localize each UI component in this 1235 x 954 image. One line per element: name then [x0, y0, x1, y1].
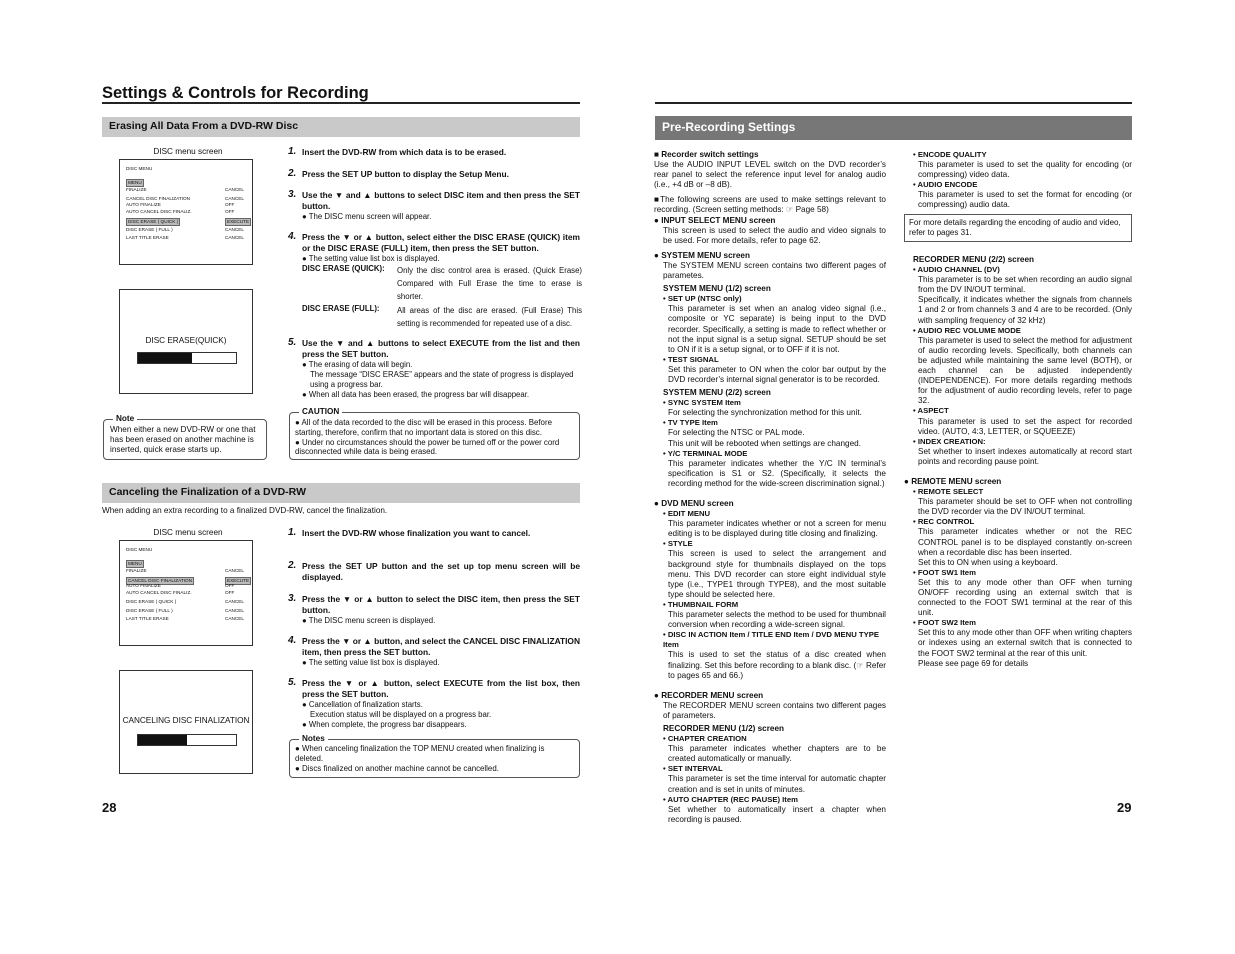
step-subtext: ● When all data has been erased, the progress bar will disappear.: [302, 390, 530, 399]
setting-desc: Set this to any mode other than OFF when turning ON/OFF recording using an external switch that is connected to the FOOT SW1 terminal at the rear of this unit.: [918, 577, 1132, 618]
setting-item: • ENCODE QUALITY: [913, 150, 987, 159]
setting-item: • FOOT SW2 Item: [913, 618, 976, 628]
menu-value[interactable]: CANCEL: [225, 235, 245, 240]
setting-item: • AUDIO ENCODE: [913, 180, 978, 190]
setting-desc: This parameter is to be set when recording an audio signal from the DV IN/OUT terminal.: [918, 275, 1132, 295]
setting-desc: Set this to any mode other than OFF when writing chapters or indexes using an external switch that is connected to the FOOT SW2 terminal at the rear of this unit.: [918, 628, 1132, 658]
step-text: Insert the DVD-RW whose finalization you want to cancel.: [302, 528, 531, 538]
menu-item[interactable]: LAST TITLE ERASE: [126, 235, 169, 240]
notes-text: [295, 744, 574, 773]
step-text: Press the ▼ or ▲ button, select EXECUTE from the list box, then press the SET button.: [302, 678, 580, 699]
note-label: Note: [113, 414, 137, 423]
setting-heading: ● REMOTE MENU screen: [904, 476, 1002, 486]
menu-item[interactable]: AUTO FINALIZE: [126, 202, 161, 207]
menu-item[interactable]: MENU: [128, 561, 142, 566]
definition-full: [302, 304, 582, 330]
setting-item: • STYLE: [663, 539, 693, 549]
setting-heading: ■ Recorder switch settings: [654, 150, 759, 159]
step-text: Press the SET UP button and the set up top menu screen will be displayed.: [302, 561, 580, 582]
progress-fill: [138, 735, 187, 745]
menu-value[interactable]: OFF: [225, 209, 235, 214]
screen-caption: DISC menu screen: [153, 528, 223, 537]
setting-desc: This parameter indicates whether chapters are to be created automatically or manually.: [668, 744, 886, 764]
setting-desc: Please see page 69 for details: [918, 658, 1029, 668]
page-title: Settings & Controls for Recording: [102, 84, 369, 102]
setting-text: Use the AUDIO INPUT LEVEL switch on the DVD recorder’s rear panel to select the reference input level for analog audio (i.e., +4 dB or –8 dB).: [654, 160, 886, 190]
step-number: 4.: [288, 635, 297, 646]
section-heading-prerecording: Pre-Recording Settings: [655, 116, 1132, 140]
setting-desc: This parameter indicates whether the Y/C IN terminal’s specification is S1 or S2. (Specifically, it selects the recording method for the wide-screen discrimination signal.): [668, 458, 886, 488]
step-subtext: ● The DISC menu screen is displayed.: [302, 616, 436, 625]
setting-desc: This unit will be rebooted when settings are changed.: [668, 438, 861, 448]
menu-value[interactable]: CANCEL: [225, 227, 245, 232]
settings-column-2: [904, 150, 1132, 211]
setting-heading: ● SYSTEM MENU screen: [654, 250, 750, 260]
step-number: 1.: [288, 527, 297, 538]
menu-item[interactable]: AUTO FINALIZE: [126, 583, 161, 588]
step-4: [288, 232, 580, 264]
step-number: 4.: [288, 231, 297, 242]
step-number: 5.: [288, 677, 297, 688]
caution-text: [295, 418, 574, 457]
caution-label: CAUTION: [299, 407, 342, 416]
section-heading-cancel: Canceling the Finalization of a DVD-RW: [102, 483, 580, 503]
progress-fill: [138, 353, 192, 363]
menu-value[interactable]: EXECUTE: [227, 219, 250, 224]
step-subtext: ● The setting value list box is displayed.: [302, 658, 440, 667]
setting-subheading: SYSTEM MENU (2/2) screen: [663, 388, 771, 398]
menu-value[interactable]: CANCEL: [225, 616, 245, 621]
setting-item: • FOOT SW1 Item: [913, 567, 976, 577]
setting-desc: This parameter is used to set the aspect for recorded video. (AUTO, 4:3, LETTER, or SQUEEZE): [918, 416, 1132, 436]
menu-value[interactable]: CANCEL: [225, 196, 245, 201]
step-number: 1.: [288, 146, 297, 157]
menu-item[interactable]: DISC ERASE ( FULL ): [126, 608, 173, 613]
screen-caption: DISC menu screen: [153, 147, 223, 156]
step-subtext: ● Cancellation of finalization starts.: [302, 700, 423, 709]
note-text: When either a new DVD-RW or one that has been erased on another machine is inserted, quick erase starts up.: [110, 425, 256, 455]
step-subtext: ● The erasing of data will begin.: [302, 360, 413, 369]
setting-desc: This parameter is used to set the quality for encoding (or compressing) video data.: [918, 160, 1132, 180]
menu-item[interactable]: LAST TITLE ERASE: [126, 616, 169, 621]
setting-desc: This screen is used to select the arrangement and background style for thumbnails displayed on the tops menu. This DVD recorder can store eight individual style type (i.e., TYPE1 through TYPE8), and the most suitable type should be selected here.: [668, 549, 886, 599]
menu-item[interactable]: FINALIZE: [126, 568, 147, 573]
menu-value[interactable]: OFF: [225, 590, 235, 595]
caution-item: ● Under no circumstances should the power be turned off or the power cord disconnected while data is being erased.: [295, 437, 560, 457]
definition-list: [302, 264, 582, 330]
caution-item: ● All of the data recorded to the disc will be erased in this process. Before starting, therefore, confirm that no important data is stored on this disc.: [295, 418, 552, 437]
definition-term: DISC ERASE (FULL):: [302, 304, 380, 313]
definition-desc: Only the disc control area is erased. (Quick Erase) Compared with Full Erase the time to erase is shorter.: [397, 266, 582, 301]
setting-desc: This parameter is used to select the method for adjustment of audio recording levels. Specifically, both channels can be adjusted while maintaining the same level (BOTH), or each channel can be adjusted independently (INDEPENDENCE). For more details regarding methods for the adjustment of audio recording levels, refer to page 32.: [918, 335, 1132, 406]
setting-item: • TV TYPE Item: [663, 418, 718, 428]
setting-item: • DISC IN ACTION Item / TITLE END Item / DVD MENU TYPE Item: [663, 630, 879, 650]
definition-term: DISC ERASE (QUICK):: [302, 264, 385, 273]
menu-value[interactable]: OFF: [225, 583, 235, 588]
step-5: [288, 678, 580, 730]
setting-text: This screen is used to select the audio and video signals to be used. For more details, refer to page 62.: [663, 225, 886, 245]
notes-label: Notes: [299, 734, 328, 743]
setting-heading: ● DVD MENU screen: [654, 499, 734, 508]
menu-value[interactable]: OFF: [225, 202, 235, 207]
setting-item: • ASPECT: [913, 406, 949, 416]
menu-item[interactable]: CANCEL DISC FINALIZATION: [126, 196, 191, 201]
step-4: [288, 636, 580, 668]
step-2: [288, 561, 580, 583]
setting-desc: This parameter is used to set the format for encoding (or compressing) audio data.: [918, 190, 1132, 210]
setting-item: • REMOTE SELECT: [913, 487, 984, 497]
setting-desc: This parameter is set when an analog video signal (i.e., composite or YC separate) is being input to the DVD recorder. Specifically, a setting is made to reflect whether or not the input signal is a setup signal. SETUP should be set to ON if it is a setup signal, or to OFF if it is not.: [668, 304, 886, 354]
section-heading-erase: Erasing All Data From a DVD-RW Disc: [102, 117, 580, 137]
setting-text: The SYSTEM MENU screen contains two different pages of parametes.: [663, 260, 886, 281]
settings-column-2b: [904, 252, 1132, 669]
menu-value[interactable]: CANCEL: [225, 608, 245, 613]
notes-item: ● When canceling finalization the TOP MENU created when finalizing is deleted.: [295, 744, 545, 763]
step-subtext: ● When complete, the progress bar disappears.: [302, 720, 467, 729]
setting-item: • CHAPTER CREATION: [663, 734, 747, 744]
disc-menu-screen: [119, 159, 253, 265]
caution-box: [289, 407, 580, 460]
spacer: [654, 489, 886, 499]
note-box: [103, 414, 267, 460]
menu-title: DISC MENU: [126, 166, 153, 171]
setting-heading: ● RECORDER MENU screen: [654, 690, 764, 700]
menu-item[interactable]: CANCEL DISC FINALIZATION: [128, 578, 193, 583]
step-number: 3.: [288, 189, 297, 200]
title-rule: [102, 102, 580, 104]
menu-value[interactable]: CANCEL: [225, 599, 245, 604]
setting-item: • Y/C TERMINAL MODE: [663, 448, 748, 458]
menu-item[interactable]: FINALIZE: [126, 187, 147, 192]
setting-desc: Set this parameter to ON when the color bar output by the DVD recorder’s internal signal generator is to be recorded.: [668, 364, 886, 384]
section-intro: When adding an extra recording to a finalized DVD-RW, cancel the finalization.: [102, 506, 388, 515]
step-text: Press the ▼ or ▲ button to select the DISC item, then press the SET button.: [302, 594, 580, 615]
step-number: 2.: [288, 168, 297, 179]
step-number: 2.: [288, 560, 297, 571]
step-5: [288, 338, 580, 400]
step-subtext: ● The setting value list box is displayed.: [302, 254, 440, 263]
step-text: Use the ▼ and ▲ buttons to select DISC item and then press the SET button.: [302, 190, 580, 211]
setting-desc: Specifically, it indicates whether the signals from channels 1 and 2 or from channels 3 and 4 are to be recorded. (Only with sampling frequency of 32 kHz): [918, 295, 1132, 325]
menu-item[interactable]: MENU: [128, 180, 142, 185]
setting-item: • THUMBNAIL FORM: [663, 599, 739, 609]
step-text: Press the ▼ or ▲ button, select either the DISC ERASE (QUICK) item or the DISC ERASE (FULL) item, then press the SET button.: [302, 232, 580, 253]
step-text: Press the ▼ or ▲ button, and select the CANCEL DISC FINALIZATION item, then press the SET button.: [302, 636, 580, 657]
spacer: [904, 467, 1132, 477]
progress-bar: [137, 352, 237, 364]
cancel-progress-screen: [119, 670, 253, 774]
menu-value[interactable]: CANCEL: [225, 568, 245, 573]
setting-item: • AUDIO REC VOLUME MODE: [913, 325, 1021, 335]
setting-item: • SYNC SYSTEM Item: [663, 398, 741, 408]
step-subtext: Execution status will be displayed on a progress bar.: [310, 710, 492, 719]
setting-desc: This parameter indicates whether or not the REC CONTROL panel is to be displayed constantly on-screen when a recordable disc has been inserted.: [918, 527, 1132, 557]
setting-subheading: SYSTEM MENU (1/2) screen: [663, 284, 771, 294]
step-number: 3.: [288, 593, 297, 604]
info-box: For more details regarding the encoding of audio and video, refer to pages 31.: [904, 214, 1132, 242]
setting-text: The RECORDER MENU screen contains two different pages of parameters.: [663, 700, 886, 720]
disc-menu-screen: [119, 540, 253, 646]
progress-bar: [137, 734, 237, 746]
step-3: [288, 190, 580, 222]
menu-item[interactable]: DISC ERASE ( QUICK ): [128, 219, 179, 224]
step-1: [288, 147, 580, 158]
menu-title: DISC MENU: [126, 547, 153, 552]
step-1: [288, 528, 580, 539]
setting-subheading: RECORDER MENU (2/2) screen: [913, 255, 1035, 264]
setting-item: • REC CONTROL: [913, 517, 975, 527]
step-subtext: The message “DISC ERASE” appears and the state of progress is displayed using a progress bar.: [310, 370, 574, 389]
setting-heading: ● INPUT SELECT MENU screen: [654, 215, 776, 225]
setting-desc: Set whether to automatically insert a chapter when recording is paused.: [668, 804, 886, 824]
title-rule: [655, 102, 1132, 104]
setting-item: • SET INTERVAL: [663, 764, 723, 774]
erase-progress-screen: [119, 289, 253, 394]
step-3: [288, 594, 580, 626]
progress-label: DISC ERASE(QUICK): [145, 336, 227, 345]
step-subtext: ● The DISC menu screen will appear.: [302, 212, 432, 221]
setting-item: • EDIT MENU: [663, 509, 711, 519]
spacer: [654, 681, 886, 691]
setting-desc: This parameter should be set to OFF when not controlling the DVD recorder via the DV IN/OUT terminal.: [918, 497, 1132, 517]
notes-item: ● Discs finalized on another machine cannot be cancelled.: [295, 763, 499, 773]
step-2: [288, 169, 580, 180]
menu-value[interactable]: EXECUTE: [227, 578, 250, 583]
setting-desc: This is used to set the status of a disc created when finalizing. Set this before recording to a blank disc. (☞ Refer to pages 65 and 66.): [668, 650, 886, 680]
setting-desc: This parameter is set the time interval for automatic chapter creation and is set in units of minutes.: [668, 774, 886, 794]
step-number: 5.: [288, 337, 297, 348]
page-number-right: 29: [1117, 800, 1132, 815]
setting-desc: Set this to ON when using a keyboard.: [918, 557, 1058, 567]
menu-item[interactable]: DISC ERASE ( QUICK ): [126, 599, 177, 604]
definition-desc: All areas of the disc are erased. (Full Erase) This setting is recommended for repeated use of a disc.: [397, 306, 582, 328]
setting-item: • AUTO CHAPTER (REC PAUSE) Item: [663, 794, 798, 804]
step-text: Press the SET UP button to display the Setup Menu.: [302, 169, 509, 179]
step-text: Insert the DVD-RW from which data is to be erased.: [302, 147, 507, 157]
setting-desc: Set whether to insert indexes automatically at record start points and recording pause point.: [918, 446, 1132, 466]
notes-box: [289, 734, 580, 778]
setting-desc: For selecting the synchronization method for this unit.: [668, 408, 862, 418]
setting-desc: This parameter indicates whether or not a screen for menu editing is to be displayed during title closing and finalizing.: [668, 519, 886, 539]
menu-item[interactable]: DISC ERASE ( FULL ): [126, 227, 173, 232]
settings-column-1: [654, 150, 886, 825]
menu-value[interactable]: CANCEL: [225, 187, 245, 192]
setting-item: • INDEX CREATION:: [913, 436, 986, 446]
setting-item: • TEST SIGNAL: [663, 354, 719, 364]
step-text: Use the ▼ and ▲ buttons to select EXECUTE from the list and then press the SET button.: [302, 338, 580, 359]
setting-item: • SET UP (NTSC only): [663, 294, 742, 304]
setting-item: • AUDIO CHANNEL (DV): [913, 265, 1000, 275]
setting-desc: For selecting the NTSC or PAL mode.: [668, 428, 805, 438]
progress-label: CANCELING DISC FINALIZATION: [122, 716, 250, 725]
menu-item[interactable]: AUTO CANCEL DISC FINALIZ.: [126, 590, 192, 595]
setting-subheading: RECORDER MENU (1/2) screen: [663, 723, 785, 733]
setting-desc: This parameter selects the method to be used for thumbnail conversion when recording a wide-screen signal.: [668, 610, 886, 630]
definition-quick: [302, 264, 582, 303]
menu-item[interactable]: AUTO CANCEL DISC FINALIZ.: [126, 209, 192, 214]
setting-text: ■The following screens are used to make settings relevant to recording. (Screen setting methods: ☞ Page 58): [654, 195, 886, 215]
page-number-left: 28: [102, 800, 117, 815]
